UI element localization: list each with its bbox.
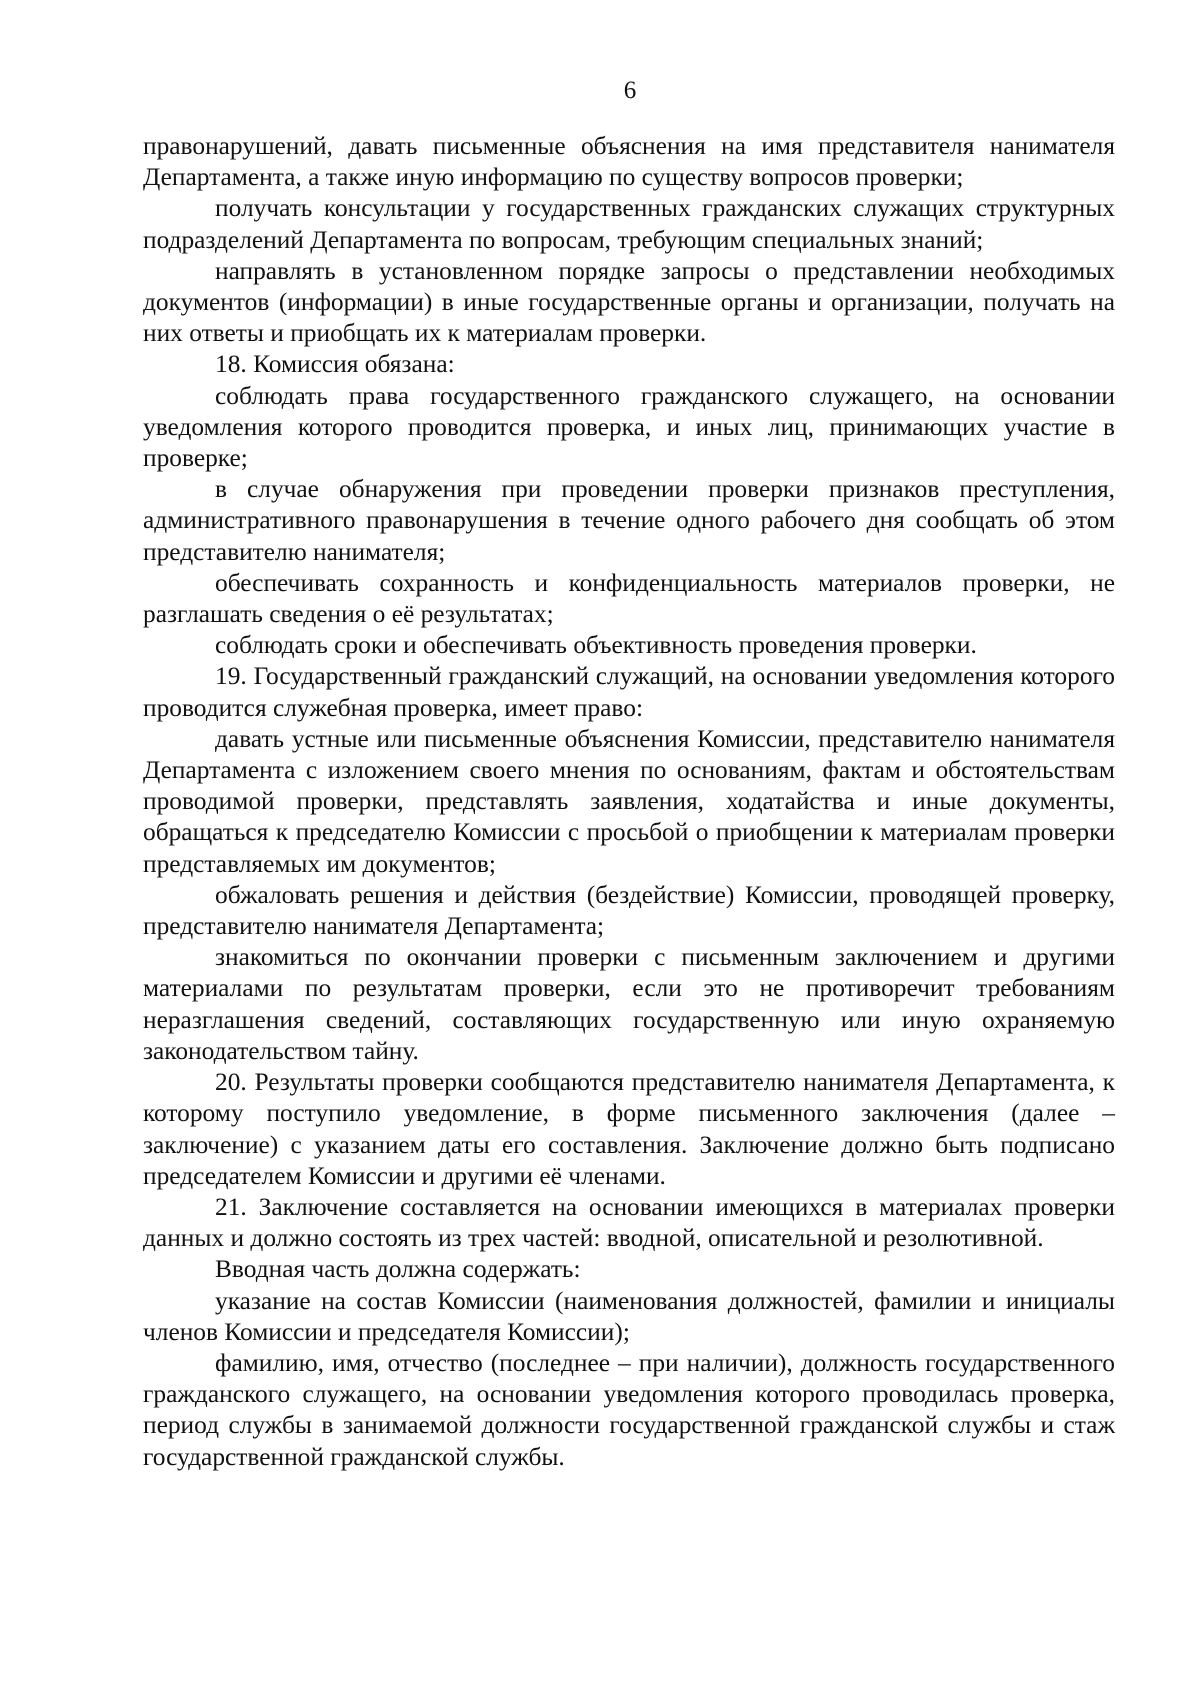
- paragraph-consultations: получать консультации у государственных гражданских служащих структурных подразделений Департамента по вопросам, требующим специальных знаний;: [143, 194, 1115, 254]
- paragraph-confidentiality: обеспечивать сохранность и конфиденциальность материалов проверки, не разглашать сведения о её результатах;: [143, 568, 1115, 629]
- page-number: 6: [623, 77, 637, 104]
- paragraph-item-21: 21. Заключение составляется на основании имеющихся в материалах проверки данных и должно состоять из трех частей: вводной, описательной и резолютивной.: [143, 1192, 1115, 1253]
- paragraph-requests: направлять в установленном порядке запросы о представлении необходимых документов (информации) в иные государственные органы и организации, получать на них ответы и приобщать их к материалам проверки.: [143, 256, 1115, 348]
- paragraph-employee-details: фамилию, имя, отчество (последнее – при наличии), должность государственного гражданского служащего, на основании уведомления которого проводилась проверка, период службы в занимаемой должности государственной гражданской службы и стаж государственной гражданской службы.: [143, 1348, 1115, 1471]
- paragraph-crime-detection: в случае обнаружения при проведении проверки признаков преступления, административного правонарушения в течение одного рабочего дня сообщать об этом представителю нанимателя;: [143, 475, 1115, 566]
- paragraph-item-18: 18. Комиссия обязана:: [215, 350, 455, 379]
- document-body: [143, 131, 1115, 1473]
- paragraph-explanations: давать устные или письменные объяснения Комиссии, представителю нанимателя Департамента с изложением своего мнения по основаниям, фактам и обстоятельствам проводимой проверки, представлять заявления, ходатайства и иные документы, обращаться к председателю Комиссии с просьбой о приобщении к материалам проверки представляемых им документов;: [143, 724, 1115, 878]
- paragraph-familiarize: знакомиться по окончании проверки с письменным заключением и другими материалами по результатам проверки, если это не противоречит требованиям неразглашения сведений, составляющих государственную или иную охраняемую законодательством тайну.: [143, 943, 1115, 1065]
- paragraph-respect-rights: соблюдать права государственного гражданского служащего, на основании уведомления которого проводится проверка, и иных лиц, принимающих участие в проверке;: [143, 381, 1115, 473]
- paragraph-continuation: правонарушений, давать письменные объяснения на имя представителя нанимателя Департамента, а также иную информацию по существу вопросов проверки;: [143, 132, 1115, 192]
- paragraph-deadlines: соблюдать сроки и обеспечивать объективность проведения проверки.: [215, 631, 977, 660]
- paragraph-appeal: обжаловать решения и действия (бездействие) Комиссии, проводящей проверку, представителю нанимателя Департамента;: [143, 880, 1115, 941]
- paragraph-item-20: 20. Результаты проверки сообщаются представителю нанимателя Департамента, к которому поступило уведомление, в форме письменного заключения (далее – заключение) с указанием даты его составления. Заключение должно быть подписано председателем Комиссии и другими её членами.: [143, 1068, 1115, 1190]
- paragraph-item-19: 19. Государственный гражданский служащий, на основании уведомления которого проводится служебная проверка, имеет право:: [143, 662, 1115, 722]
- paragraph-commission-composition: указание на состав Комиссии (наименования должностей, фамилии и инициалы членов Комиссии и председателя Комиссии);: [143, 1286, 1115, 1346]
- paragraph-intro-part: Вводная часть должна содержать:: [215, 1255, 581, 1284]
